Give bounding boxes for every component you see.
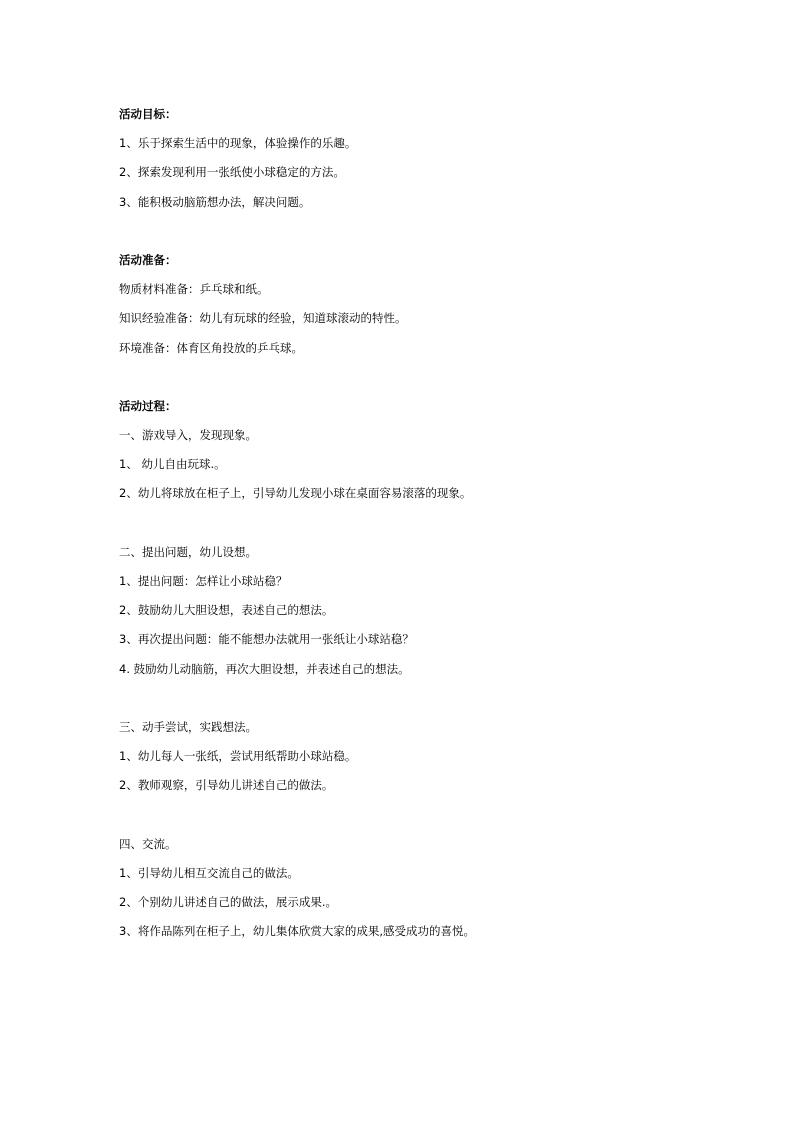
section-3-item-2: 2、教师观察，引导幼儿讲述自己的做法。 bbox=[119, 778, 334, 793]
section-2-title: 二、提出问题，幼儿设想。 bbox=[119, 544, 257, 559]
document-body bbox=[119, 100, 679, 946]
spacer bbox=[119, 684, 679, 713]
section-2-item-3: 3、再次提出问题：能不能想办法就用一张纸让小球站稳？ bbox=[119, 632, 414, 647]
preparation-item-2: 知识经验准备：幼儿有玩球的经验，知道球滚动的特性。 bbox=[119, 311, 407, 326]
spacer bbox=[119, 217, 679, 246]
spacer bbox=[119, 363, 679, 392]
goals-item-2: 2、探索发现利用一张纸使小球稳定的方法。 bbox=[119, 165, 345, 180]
goals-heading: 活动目标： bbox=[119, 107, 177, 121]
section-2-item-4: 4. 鼓励幼儿动脑筋，再次大胆设想，并表述自己的想法。 bbox=[119, 661, 410, 676]
preparation-heading: 活动准备： bbox=[119, 252, 177, 267]
section-4-item-1: 1、引导幼儿相互交流自己的做法。 bbox=[119, 865, 299, 880]
spacer bbox=[119, 509, 679, 538]
goals-item-3: 3、能积极动脑筋想办法，解决问题。 bbox=[119, 194, 311, 209]
section-2-item-2: 2、鼓励幼儿大胆设想，表述自己的想法。 bbox=[119, 603, 334, 618]
section-3-item-1: 1、幼儿每人一张纸，尝试用纸帮助小球站稳。 bbox=[119, 749, 357, 764]
section-3-title: 三、动手尝试，实践想法。 bbox=[119, 719, 257, 734]
section-4-item-2: 2、个别幼儿讲述自己的做法，展示成果.。 bbox=[119, 895, 337, 910]
spacer bbox=[119, 801, 679, 830]
section-2-item-1: 1、提出问题：怎样让小球站稳？ bbox=[119, 574, 288, 588]
section-4-item-3: 3、将作品陈列在柜子上，幼儿集体欣赏大家的成果,感受成功的喜悦。 bbox=[119, 924, 475, 939]
preparation-item-3: 环境准备：体育区角投放的乒乓球。 bbox=[119, 340, 303, 355]
preparation-item-1: 物质材料准备：乒乓球和纸。 bbox=[119, 282, 269, 297]
section-1-title: 一、游戏导入，发现现象。 bbox=[119, 428, 257, 443]
goals-item-1: 1、乐于探索生活中的现象，体验操作的乐趣。 bbox=[119, 136, 357, 151]
section-1-item-1: 1、 幼儿自由玩球.。 bbox=[119, 457, 226, 472]
section-1-item-2: 2、幼儿将球放在柜子上，引导幼儿发现小球在桌面容易滚落的现象。 bbox=[119, 486, 472, 501]
section-4-title: 四、交流。 bbox=[119, 836, 177, 851]
process-heading: 活动过程： bbox=[119, 398, 177, 413]
